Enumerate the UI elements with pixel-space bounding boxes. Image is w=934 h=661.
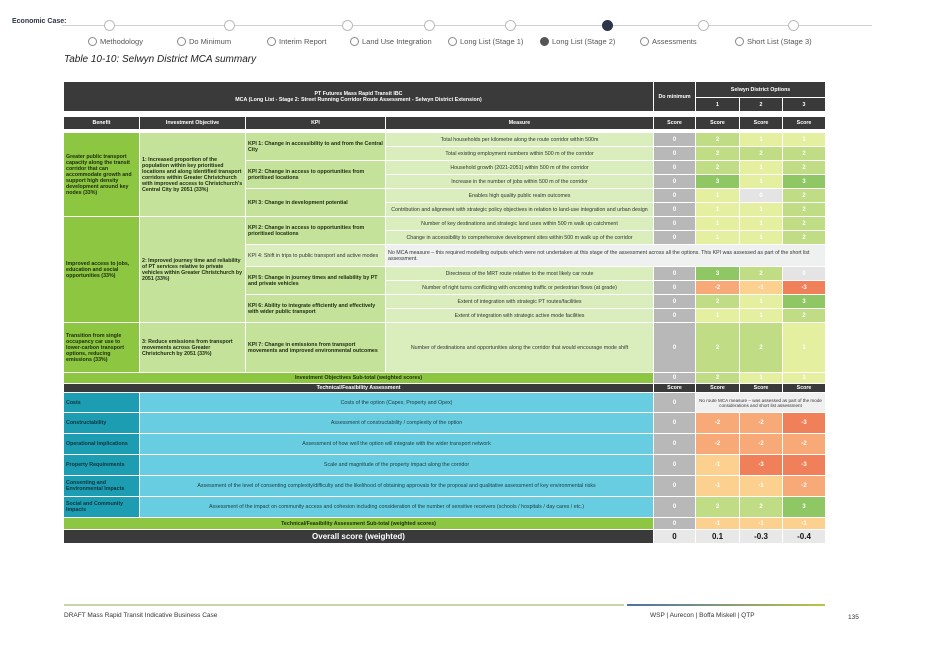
tf-subtotal-score: -1 xyxy=(783,518,826,530)
option-score: 2 xyxy=(783,161,826,175)
option-score: -3 xyxy=(783,281,826,295)
do-minimum-score: 0 xyxy=(654,281,696,295)
option-score: 2 xyxy=(696,147,740,161)
stepper-dot xyxy=(424,20,435,31)
do-minimum-score: 0 xyxy=(654,267,696,281)
option-score: 2 xyxy=(696,161,740,175)
kpi4-note: No MCA measure – this required modelling outputs which were not undertaken at this stage of the assessment across all the options. This KPI was assessed as part of the short list assessment. xyxy=(386,245,826,267)
kpi-cell: KPI 1: Change in accessibility to and from the Central City xyxy=(246,133,386,161)
page-number: 135 xyxy=(848,614,859,621)
kpi-cell: KPI 4: Shift in trips to public transport and active modes xyxy=(246,245,386,267)
table-row xyxy=(64,323,826,373)
option-score: 2 xyxy=(740,497,783,518)
do-minimum-score: 0 xyxy=(654,175,696,189)
measure-cell: Extent of integration with strategic active mode facilities xyxy=(386,309,654,323)
technical-measure: Scale and magnitude of the property impact along the corridor xyxy=(140,455,654,476)
table-row xyxy=(64,82,826,98)
option-score: -2 xyxy=(740,413,783,434)
radio-icon xyxy=(350,37,359,46)
do-minimum-score: 0 xyxy=(654,497,696,518)
benefit-cell: Improved access to jobs, education and social opportunities (33%) xyxy=(64,217,140,323)
do-minimum-score: 0 xyxy=(654,309,696,323)
stepper-option-label: Interim Report xyxy=(279,37,327,46)
benefit-col-header: Benefit xyxy=(64,117,140,130)
kpi-cell: KPI 5: Change in journey times and reliability by PT and private vehicles xyxy=(246,267,386,295)
option-score: 1 xyxy=(740,161,783,175)
technical-measure: Assessment of constructability / complexity of the option xyxy=(140,413,654,434)
option-score: 1 xyxy=(696,203,740,217)
io-subtotal-score: 1 xyxy=(783,373,826,384)
overall-score: -0.3 xyxy=(740,530,783,544)
table-row xyxy=(64,133,826,147)
do-minimum-score: 0 xyxy=(654,413,696,434)
measure-cell: Extent of integration with strategic PT routes/facilities xyxy=(386,295,654,309)
tf-subtotal-label: Technical/Feasibility Assessment Sub-total (weighted scores) xyxy=(64,518,654,530)
costs-note: No route MCA measure – was assessed as part of the mode considerations and short list assessment xyxy=(696,393,826,413)
table-row xyxy=(64,413,826,434)
option-score: 1 xyxy=(740,175,783,189)
option-score: 1 xyxy=(740,295,783,309)
option-score: 2 xyxy=(783,147,826,161)
option-score: 0 xyxy=(740,189,783,203)
table-row xyxy=(64,373,826,384)
option-score: 3 xyxy=(696,267,740,281)
stepper-dot xyxy=(104,20,115,31)
do-minimum-score: 0 xyxy=(654,203,696,217)
table-row xyxy=(64,217,826,231)
option-score: -2 xyxy=(740,434,783,455)
option-score: 1 xyxy=(740,217,783,231)
stepper-option[interactable] xyxy=(735,37,812,46)
option-score: -2 xyxy=(696,281,740,295)
option-score: 2 xyxy=(783,309,826,323)
technical-measure: Assessment of the level of consenting complexity/difficulty and the likelihood of obtaining approvals for the proposal and qualitative assessment of key environmental risks xyxy=(140,476,654,497)
option-score: 2 xyxy=(740,267,783,281)
option-score: -3 xyxy=(783,413,826,434)
do-minimum-score: 0 xyxy=(654,434,696,455)
economic-case-label: Economic Case: xyxy=(12,18,67,25)
technical-measure: Assessment of the impact on community access and cohesion including consideration of the number of sensitive receivers (schools / hospitals / day cares / etc.) xyxy=(140,497,654,518)
measure-cell: Change in accessibility to comprehensive development sites within 500 m walk up of the corridor xyxy=(386,231,654,245)
footer-consultants: WSP | Aurecon | Boffa Miskell | QTP xyxy=(650,612,755,619)
footer-rule xyxy=(64,604,624,606)
benefit-cell: Transition from single occupancy car use to lower-carbon transport options, reducing emissions (33%) xyxy=(64,323,140,373)
objective-cell: 1: Increased proportion of the population within key prioritised locations and along identified transport corridors within Greater Christchurch with improved access to Christchurch's Central City by 2051 (33%) xyxy=(140,133,246,217)
io-subtotal-score: 0 xyxy=(654,373,696,384)
score-col-header: Score xyxy=(783,117,826,130)
stepper-option-label: Short List (Stage 3) xyxy=(747,37,812,46)
do-minimum-score: 0 xyxy=(654,189,696,203)
do-minimum-score: 0 xyxy=(654,217,696,231)
table-row xyxy=(64,117,826,130)
option-number-header: 1 xyxy=(696,98,740,112)
footer-document-title: DRAFT Mass Rapid Transit Indicative Business Case xyxy=(64,612,218,619)
option-score: -1 xyxy=(696,455,740,476)
option-score: -3 xyxy=(740,455,783,476)
option-score: -1 xyxy=(740,476,783,497)
stepper-dots xyxy=(62,20,872,32)
option-score: -3 xyxy=(783,455,826,476)
radio-icon xyxy=(540,37,549,46)
technical-criterion: Costs xyxy=(64,393,140,413)
score-col-header: Score xyxy=(740,384,783,393)
kpi-col-header: KPI xyxy=(246,117,386,130)
do-minimum-score: 0 xyxy=(654,133,696,147)
stepper-dot xyxy=(224,20,235,31)
option-score: 2 xyxy=(783,231,826,245)
technical-criterion: Consenting and Environmental Impacts xyxy=(64,476,140,497)
tf-subtotal-score: -1 xyxy=(740,518,783,530)
option-score: 1 xyxy=(696,189,740,203)
score-col-header: Score xyxy=(654,384,696,393)
overall-score: 0 xyxy=(654,530,696,544)
option-score: 1 xyxy=(740,231,783,245)
score-col-header: Score xyxy=(696,384,740,393)
option-number-header: 3 xyxy=(783,98,826,112)
score-col-header: Score xyxy=(654,117,696,130)
do-minimum-score: 0 xyxy=(654,393,696,413)
measure-cell: Number of right turns conflicting with oncoming traffic or pedestrian flows (at grade) xyxy=(386,281,654,295)
table-row xyxy=(64,434,826,455)
mca-summary-table xyxy=(63,81,826,544)
table-row xyxy=(64,476,826,497)
radio-icon xyxy=(177,37,186,46)
option-score: 3 xyxy=(783,295,826,309)
progress-stepper xyxy=(62,20,872,52)
option-score: -2 xyxy=(783,476,826,497)
option-score: -2 xyxy=(696,434,740,455)
option-score: 0 xyxy=(783,267,826,281)
stepper-option[interactable] xyxy=(267,37,327,46)
technical-measure: Assessment of how well the option will integrate with the wider transport network xyxy=(140,434,654,455)
do-minimum-score: 0 xyxy=(654,455,696,476)
kpi-cell: KPI 3: Change in development potential xyxy=(246,189,386,217)
stepper-dot xyxy=(505,20,516,31)
measure-cell: Increase in the number of jobs within 500 m of the corridor xyxy=(386,175,654,189)
objective-col-header: Investment Objective xyxy=(140,117,246,130)
stepper-dot xyxy=(602,20,613,31)
measure-cell: Enables high quality public realm outcomes xyxy=(386,189,654,203)
option-score: 2 xyxy=(740,147,783,161)
score-col-header: Score xyxy=(740,117,783,130)
option-score: 1 xyxy=(740,203,783,217)
measure-cell: Household growth (2021-2051) within 500 m of the corridor xyxy=(386,161,654,175)
technical-measure: Costs of the option (Capex, Property and Opex) xyxy=(140,393,654,413)
technical-feasibility-heading: Technical/Feasibility Assessment xyxy=(64,384,654,393)
kpi-cell: KPI 2: Change in access to opportunities from prioritised locations xyxy=(246,161,386,189)
option-score: 2 xyxy=(740,323,783,373)
do-minimum-score: 0 xyxy=(654,231,696,245)
kpi-cell: KPI 6: Ability to integrate efficiently and effectively with wider public transport xyxy=(246,295,386,323)
stepper-option-label: Long List (Stage 1) xyxy=(460,37,524,46)
stepper-option[interactable] xyxy=(640,37,697,46)
radio-icon xyxy=(448,37,457,46)
io-subtotal-score: 1 xyxy=(740,373,783,384)
tf-subtotal-score: 0 xyxy=(654,518,696,530)
overall-score: -0.4 xyxy=(783,530,826,544)
do-minimum-score: 0 xyxy=(654,295,696,309)
option-score: 1 xyxy=(696,217,740,231)
stepper-dot xyxy=(788,20,799,31)
option-score: 1 xyxy=(696,309,740,323)
option-score: 2 xyxy=(783,217,826,231)
stepper-option[interactable] xyxy=(540,37,615,46)
measure-cell: Number of destinations and opportunities along the corridor that would encourage mode shift xyxy=(386,323,654,373)
io-subtotal-score: 2 xyxy=(696,373,740,384)
option-score: 2 xyxy=(783,189,826,203)
radio-icon xyxy=(735,37,744,46)
stepper-option[interactable] xyxy=(448,37,523,46)
table-caption: Table 10-10: Selwyn District MCA summary xyxy=(64,54,257,65)
option-score: 2 xyxy=(696,323,740,373)
technical-criterion: Operational Implications xyxy=(64,434,140,455)
option-score: 1 xyxy=(740,309,783,323)
stepper-option[interactable] xyxy=(350,37,432,46)
measure-cell: Contribution and alignment with strategic policy objectives in relation to land-use integration and urban design xyxy=(386,203,654,217)
do-minimum-score: 0 xyxy=(654,147,696,161)
stepper-option-label: Long List (Stage 2) xyxy=(552,37,616,46)
option-score: 3 xyxy=(696,175,740,189)
table-row xyxy=(64,530,826,544)
stepper-option[interactable] xyxy=(88,37,143,46)
option-score: 3 xyxy=(783,497,826,518)
do-minimum-score: 0 xyxy=(654,161,696,175)
option-score: 2 xyxy=(783,203,826,217)
radio-icon xyxy=(640,37,649,46)
technical-criterion: Property Requirements xyxy=(64,455,140,476)
objective-cell: 2: Improved journey time and reliability of PT services relative to private vehicles within Greater Christchurch by 2051 (33%) xyxy=(140,217,246,323)
stepper-option-label: Land Use Integration xyxy=(362,37,432,46)
score-col-header: Score xyxy=(696,117,740,130)
radio-icon xyxy=(88,37,97,46)
measure-cell: Number of key destinations and strategic land uses within 500 m walk up catchment xyxy=(386,217,654,231)
option-score: 1 xyxy=(783,133,826,147)
table-row xyxy=(64,497,826,518)
do-minimum-score: 0 xyxy=(654,323,696,373)
table-row xyxy=(64,393,826,413)
measure-cell: Total households per kilometre along the route corridor within 500m xyxy=(386,133,654,147)
option-score: 2 xyxy=(696,133,740,147)
footer-rule-accent xyxy=(627,604,825,606)
measure-col-header: Measure xyxy=(386,117,654,130)
option-score: 1 xyxy=(740,133,783,147)
technical-criterion: Social and Community Impacts xyxy=(64,497,140,518)
objective-cell: 3: Reduce emissions from transport movements across Greater Christchurch by 2051 (33%) xyxy=(140,323,246,373)
radio-icon xyxy=(267,37,276,46)
benefit-cell: Greater public transport capacity along the transit corridor that can accommodate growth and support high density development around key nodes (33%) xyxy=(64,133,140,217)
overall-score: 0.1 xyxy=(696,530,740,544)
technical-criterion: Constructability xyxy=(64,413,140,434)
stepper-option-label: Assessments xyxy=(652,37,697,46)
option-number-header: 2 xyxy=(740,98,783,112)
io-subtotal-label: Investment Objectives Sub-total (weighted scores) xyxy=(64,373,654,384)
option-score: -1 xyxy=(740,281,783,295)
tf-subtotal-score: -1 xyxy=(696,518,740,530)
measure-cell: Directness of the MRT route relative to the most likely car route xyxy=(386,267,654,281)
kpi-cell: KPI 7: Change in emissions from transport movements and improved environmental outcomes xyxy=(246,323,386,373)
option-score: 1 xyxy=(783,323,826,373)
table-title-line: PT Futures Mass Rapid Transit IBC xyxy=(314,90,403,97)
options-header: Selwyn District Options xyxy=(696,82,826,98)
measure-cell: Total existing employment numbers within 500 m of the corridor xyxy=(386,147,654,161)
do-minimum-header: Do minimum xyxy=(654,82,696,112)
table-row xyxy=(64,384,826,393)
option-score: 3 xyxy=(783,175,826,189)
option-score: 2 xyxy=(696,497,740,518)
stepper-option[interactable] xyxy=(177,37,231,46)
stepper-dot xyxy=(342,20,353,31)
option-score: -2 xyxy=(696,413,740,434)
table-title xyxy=(64,82,654,112)
stepper-dot xyxy=(698,20,709,31)
table-row xyxy=(64,455,826,476)
option-score: -1 xyxy=(696,476,740,497)
option-score: 1 xyxy=(696,231,740,245)
stepper-option-label: Do Minimum xyxy=(189,37,232,46)
option-score: -2 xyxy=(783,434,826,455)
kpi-cell: KPI 2: Change in access to opportunities from prioritised locations xyxy=(246,217,386,245)
overall-score-label: Overall score (weighted) xyxy=(64,530,654,544)
option-score: 2 xyxy=(696,295,740,309)
score-col-header: Score xyxy=(783,384,826,393)
table-subtitle-line: MCA (Long List - Stage 2: Street Running Corridor Route Assessment - Selwyn District Extension) xyxy=(235,96,482,103)
do-minimum-score: 0 xyxy=(654,476,696,497)
table-row xyxy=(64,518,826,530)
stepper-option-label: Methodology xyxy=(100,37,143,46)
